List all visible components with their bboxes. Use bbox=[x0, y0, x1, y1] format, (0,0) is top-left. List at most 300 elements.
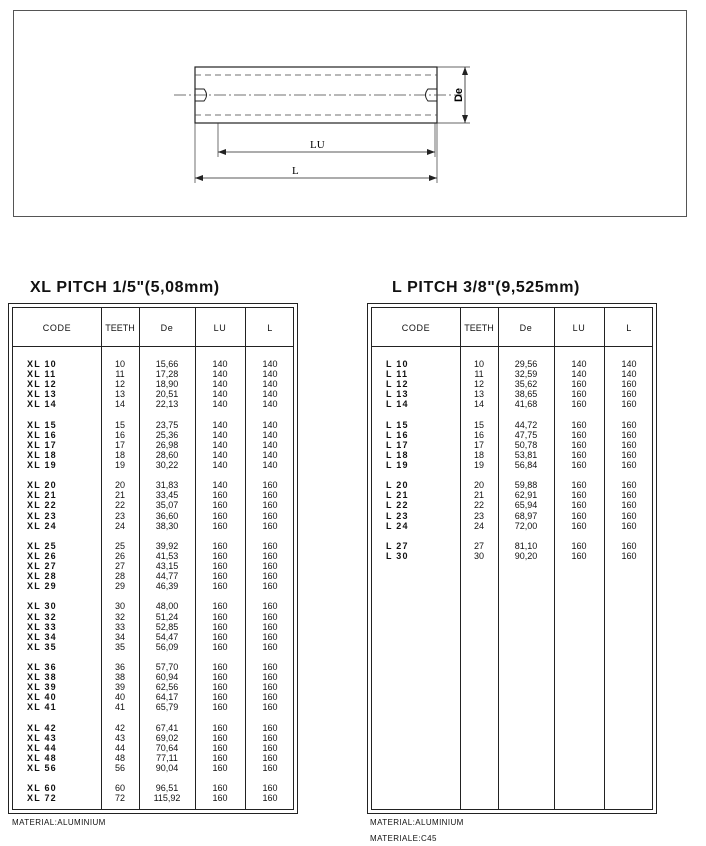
xl-cell-teeth: 36 bbox=[114, 662, 125, 672]
xl-cell-de: 20,51 bbox=[155, 389, 179, 400]
xl-cell-lu: 160 bbox=[212, 621, 228, 632]
xl-cell-l: 140 bbox=[262, 379, 278, 390]
xl-cell-teeth: 56 bbox=[114, 763, 125, 773]
xl-material-note: MATERIAL:ALUMINIUM bbox=[12, 818, 106, 827]
l-cell-de: 41,68 bbox=[514, 399, 538, 410]
xl-cell-teeth: 18 bbox=[114, 449, 125, 460]
l-cell-de: 56,84 bbox=[514, 460, 538, 470]
xl-cell-code: XL 28 bbox=[27, 571, 57, 582]
xl-cell-de: 15,66 bbox=[155, 359, 179, 369]
xl-cell-lu: 140 bbox=[212, 480, 228, 491]
xl-cell-teeth: 30 bbox=[114, 601, 125, 612]
xl-header-teeth: TEETH bbox=[105, 323, 135, 333]
xl-cell-l: 160 bbox=[262, 793, 278, 804]
l-cell-de: 72,00 bbox=[514, 520, 538, 531]
xl-cell-de: 65,79 bbox=[155, 702, 179, 713]
xl-header-lu: LU bbox=[213, 323, 227, 333]
xl-cell-de: 25,36 bbox=[155, 429, 179, 440]
xl-cell-l: 160 bbox=[262, 601, 278, 612]
xl-cell-l: 160 bbox=[262, 763, 278, 773]
xl-cell-lu: 140 bbox=[212, 419, 228, 430]
xl-cell-l: 140 bbox=[262, 399, 278, 410]
xl-cell-l: 160 bbox=[262, 571, 278, 582]
l-cell-code: L 14 bbox=[386, 399, 409, 410]
de-dimension-label: De bbox=[453, 87, 465, 103]
l-cell-lu: 160 bbox=[571, 490, 587, 501]
xl-cell-code: XL 43 bbox=[27, 732, 57, 743]
l-cell-code: L 17 bbox=[386, 439, 409, 450]
l-cell-teeth: 23 bbox=[473, 510, 484, 521]
xl-cell-code: XL 20 bbox=[27, 480, 57, 491]
l-cell-l: 160 bbox=[621, 419, 637, 430]
xl-cell-l: 140 bbox=[262, 359, 278, 369]
l-cell-lu: 160 bbox=[571, 439, 587, 450]
xl-cell-l: 160 bbox=[262, 561, 278, 571]
de-arrow-bottom bbox=[462, 115, 468, 123]
xl-cell-l: 160 bbox=[262, 550, 278, 561]
l-cell-code: L 13 bbox=[386, 389, 409, 400]
l-cell-de: 59,88 bbox=[514, 480, 538, 491]
l-cell-l: 160 bbox=[621, 439, 637, 450]
l-cell-de: 32,59 bbox=[514, 369, 538, 380]
xl-cell-lu: 160 bbox=[212, 742, 228, 753]
l-cell-teeth: 30 bbox=[473, 550, 484, 561]
l-cell-code: L 21 bbox=[386, 490, 409, 501]
xl-cell-l: 160 bbox=[262, 611, 278, 622]
xl-cell-l: 160 bbox=[262, 520, 278, 531]
l-cell-lu: 160 bbox=[571, 550, 587, 561]
l-cell-teeth: 20 bbox=[473, 480, 484, 491]
xl-cell-de: 46,39 bbox=[155, 581, 179, 592]
xl-cell-lu: 160 bbox=[212, 752, 228, 763]
l-header-code: CODE bbox=[401, 323, 431, 333]
l-cell-teeth: 21 bbox=[473, 490, 484, 501]
xl-cell-l: 160 bbox=[262, 732, 278, 743]
xl-pitch-title: XL PITCH 1/5"(5,08mm) bbox=[30, 279, 220, 296]
pulley-bar-drawing bbox=[14, 11, 688, 218]
xl-cell-lu: 160 bbox=[212, 682, 228, 693]
l-cell-code: L 23 bbox=[386, 510, 409, 521]
l-cell-de: 81,10 bbox=[514, 540, 538, 551]
xl-cell-de: 28,60 bbox=[155, 449, 179, 460]
l-header-de: De bbox=[519, 323, 533, 333]
xl-cell-code: XL 13 bbox=[27, 389, 57, 400]
l-material-note-c45: MATERIALE:C45 bbox=[370, 834, 437, 843]
xl-cell-de: 35,07 bbox=[155, 500, 179, 511]
l-pitch-title: L PITCH 3/8"(9,525mm) bbox=[392, 279, 580, 296]
xl-cell-teeth: 35 bbox=[114, 641, 125, 652]
xl-cell-lu: 140 bbox=[212, 389, 228, 400]
xl-cell-l: 140 bbox=[262, 389, 278, 400]
xl-cell-de: 41,53 bbox=[155, 550, 179, 561]
xl-cell-teeth: 25 bbox=[114, 540, 125, 551]
xl-header-code: CODE bbox=[42, 323, 72, 333]
xl-cell-l: 160 bbox=[262, 682, 278, 693]
xl-cell-lu: 160 bbox=[212, 641, 228, 652]
xl-cell-l: 160 bbox=[262, 692, 278, 703]
l-cell-de: 29,56 bbox=[514, 359, 538, 369]
xl-cell-l: 140 bbox=[262, 439, 278, 450]
l-cell-l: 160 bbox=[621, 490, 637, 501]
l-cell-de: 35,62 bbox=[514, 379, 538, 390]
l-cell-lu: 160 bbox=[571, 419, 587, 430]
xl-table-inner-frame bbox=[12, 307, 294, 810]
l-cell-l: 160 bbox=[621, 389, 637, 400]
xl-cell-de: 48,00 bbox=[155, 601, 179, 612]
l-header-divider bbox=[372, 346, 652, 347]
xl-cell-lu: 160 bbox=[212, 631, 228, 642]
xl-cell-l: 160 bbox=[262, 783, 278, 794]
xl-cell-l: 160 bbox=[262, 581, 278, 592]
xl-cell-lu: 160 bbox=[212, 732, 228, 743]
l-cell-l: 140 bbox=[621, 359, 637, 369]
l-cell-teeth: 18 bbox=[473, 449, 484, 460]
xl-cell-l: 160 bbox=[262, 672, 278, 683]
l-cell-lu: 160 bbox=[571, 520, 587, 531]
l-cell-code: L 11 bbox=[386, 369, 409, 380]
l-cell-l: 160 bbox=[621, 429, 637, 440]
xl-cell-code: XL 16 bbox=[27, 429, 57, 440]
xl-cell-de: 39,92 bbox=[155, 540, 179, 551]
l-cell-teeth: 12 bbox=[473, 379, 484, 390]
l-cell-teeth: 24 bbox=[473, 520, 484, 531]
l-table-inner-frame bbox=[371, 307, 653, 810]
l-cell-code: L 24 bbox=[386, 520, 409, 531]
xl-cell-lu: 160 bbox=[212, 692, 228, 703]
xl-cell-teeth: 15 bbox=[114, 419, 125, 430]
xl-cell-lu: 140 bbox=[212, 460, 228, 470]
l-dimension-label: L bbox=[292, 165, 299, 177]
l-cell-teeth: 17 bbox=[473, 439, 484, 450]
xl-cell-de: 69,02 bbox=[155, 732, 179, 743]
xl-cell-code: XL 19 bbox=[27, 460, 57, 470]
l-cell-lu: 160 bbox=[571, 500, 587, 511]
xl-cell-code: XL 25 bbox=[27, 540, 57, 551]
xl-cell-lu: 140 bbox=[212, 369, 228, 380]
xl-cell-l: 160 bbox=[262, 510, 278, 521]
l-cell-lu: 160 bbox=[571, 429, 587, 440]
de-arrow-top bbox=[462, 67, 468, 75]
xl-cell-lu: 160 bbox=[212, 500, 228, 511]
xl-cell-l: 160 bbox=[262, 641, 278, 652]
xl-cell-l: 140 bbox=[262, 429, 278, 440]
xl-cell-de: 22,13 bbox=[155, 399, 179, 410]
xl-cell-de: 36,60 bbox=[155, 510, 179, 521]
xl-cell-lu: 140 bbox=[212, 439, 228, 450]
xl-cell-code: XL 42 bbox=[27, 722, 57, 733]
xl-cell-code: XL 38 bbox=[27, 672, 57, 683]
xl-cell-l: 160 bbox=[262, 540, 278, 551]
xl-cell-de: 30,22 bbox=[155, 460, 179, 470]
xl-cell-de: 115,92 bbox=[153, 793, 181, 804]
xl-cell-code: XL 33 bbox=[27, 621, 57, 632]
xl-cell-lu: 160 bbox=[212, 601, 228, 612]
l-cell-teeth: 11 bbox=[474, 369, 484, 380]
l-cell-lu: 160 bbox=[571, 389, 587, 400]
xl-cell-l: 160 bbox=[262, 702, 278, 713]
xl-cell-code: XL 11 bbox=[27, 369, 57, 380]
xl-cell-teeth: 10 bbox=[114, 359, 125, 369]
xl-cell-teeth: 20 bbox=[114, 480, 125, 491]
xl-cell-teeth: 16 bbox=[114, 429, 125, 440]
l-header-lu: LU bbox=[572, 323, 586, 333]
xl-cell-code: XL 15 bbox=[27, 419, 57, 430]
xl-cell-code: XL 26 bbox=[27, 550, 57, 561]
l-cell-de: 62,91 bbox=[514, 490, 538, 501]
xl-cell-teeth: 26 bbox=[114, 550, 125, 561]
xl-cell-l: 140 bbox=[262, 460, 278, 470]
l-cell-l: 140 bbox=[621, 369, 637, 380]
l-cell-lu: 160 bbox=[571, 449, 587, 460]
xl-cell-code: XL 23 bbox=[27, 510, 57, 521]
xl-cell-teeth: 29 bbox=[114, 581, 125, 592]
l-cell-teeth: 22 bbox=[473, 500, 484, 511]
l-cell-teeth: 27 bbox=[473, 540, 484, 551]
xl-cell-lu: 160 bbox=[212, 571, 228, 582]
xl-cell-lu: 160 bbox=[212, 550, 228, 561]
l-cell-code: L 20 bbox=[386, 480, 409, 491]
l-header-teeth: TEETH bbox=[464, 323, 494, 333]
l-cell-l: 160 bbox=[621, 520, 637, 531]
xl-cell-teeth: 44 bbox=[114, 742, 125, 753]
l-cell-de: 50,78 bbox=[514, 439, 538, 450]
xl-cell-teeth: 72 bbox=[114, 793, 125, 804]
lu-arrow-right bbox=[427, 149, 435, 155]
xl-cell-l: 160 bbox=[262, 480, 278, 491]
xl-cell-teeth: 19 bbox=[114, 460, 125, 470]
xl-cell-teeth: 43 bbox=[114, 732, 125, 743]
xl-cell-code: XL 18 bbox=[27, 449, 57, 460]
xl-header-l: L bbox=[267, 323, 273, 333]
xl-cell-de: 38,30 bbox=[155, 520, 179, 531]
xl-cell-teeth: 11 bbox=[115, 369, 125, 380]
l-cell-de: 47,75 bbox=[514, 429, 538, 440]
l-cell-code: L 10 bbox=[386, 359, 409, 369]
xl-cell-lu: 140 bbox=[212, 399, 228, 410]
xl-header-divider bbox=[13, 346, 293, 347]
xl-cell-teeth: 17 bbox=[114, 439, 125, 450]
xl-cell-de: 54,47 bbox=[155, 631, 179, 642]
xl-cell-teeth: 28 bbox=[114, 571, 125, 582]
xl-cell-l: 160 bbox=[262, 752, 278, 763]
xl-cell-l: 160 bbox=[262, 742, 278, 753]
l-cell-de: 65,94 bbox=[514, 500, 538, 511]
xl-cell-lu: 160 bbox=[212, 672, 228, 683]
l-header-l: L bbox=[626, 323, 632, 333]
xl-cell-l: 140 bbox=[262, 449, 278, 460]
xl-cell-lu: 140 bbox=[212, 429, 228, 440]
xl-cell-de: 96,51 bbox=[155, 783, 179, 794]
xl-cell-l: 140 bbox=[262, 369, 278, 380]
xl-cell-teeth: 14 bbox=[114, 399, 125, 410]
l-cell-teeth: 14 bbox=[473, 399, 484, 410]
xl-cell-teeth: 21 bbox=[114, 490, 125, 501]
l-cell-lu: 160 bbox=[571, 399, 587, 410]
xl-cell-code: XL 27 bbox=[27, 561, 57, 571]
xl-cell-de: 57,70 bbox=[155, 662, 179, 672]
l-cell-code: L 30 bbox=[386, 550, 409, 561]
l-cell-de: 90,20 bbox=[514, 550, 538, 561]
xl-cell-de: 56,09 bbox=[155, 641, 179, 652]
xl-cell-de: 67,41 bbox=[155, 722, 179, 733]
xl-cell-teeth: 27 bbox=[114, 561, 125, 571]
xl-cell-code: XL 21 bbox=[27, 490, 57, 501]
xl-cell-code: XL 32 bbox=[27, 611, 57, 622]
xl-cell-code: XL 56 bbox=[27, 763, 57, 773]
xl-cell-lu: 160 bbox=[212, 611, 228, 622]
xl-cell-code: XL 22 bbox=[27, 500, 57, 511]
xl-cell-de: 62,56 bbox=[155, 682, 179, 693]
xl-cell-lu: 160 bbox=[212, 510, 228, 521]
xl-cell-de: 26,98 bbox=[155, 439, 179, 450]
xl-cell-de: 51,24 bbox=[155, 611, 179, 622]
xl-cell-lu: 160 bbox=[212, 722, 228, 733]
xl-cell-lu: 140 bbox=[212, 359, 228, 369]
xl-cell-code: XL 10 bbox=[27, 359, 57, 369]
xl-cell-lu: 160 bbox=[212, 540, 228, 551]
xl-cell-teeth: 40 bbox=[114, 692, 125, 703]
xl-cell-lu: 160 bbox=[212, 490, 228, 501]
l-cell-l: 160 bbox=[621, 510, 637, 521]
xl-cell-teeth: 22 bbox=[114, 500, 125, 511]
xl-cell-code: XL 29 bbox=[27, 581, 57, 592]
l-arrow-left bbox=[195, 175, 203, 181]
l-cell-lu: 140 bbox=[571, 359, 587, 369]
xl-cell-code: XL 35 bbox=[27, 641, 57, 652]
l-cell-code: L 12 bbox=[386, 379, 409, 390]
xl-cell-teeth: 42 bbox=[114, 722, 125, 733]
technical-drawing-frame bbox=[13, 10, 687, 217]
xl-cell-de: 43,15 bbox=[155, 561, 179, 571]
xl-cell-teeth: 48 bbox=[114, 752, 125, 763]
l-cell-code: L 16 bbox=[386, 429, 409, 440]
xl-cell-teeth: 13 bbox=[114, 389, 125, 400]
l-cell-teeth: 13 bbox=[473, 389, 484, 400]
l-cell-l: 160 bbox=[621, 500, 637, 511]
l-cell-l: 160 bbox=[621, 379, 637, 390]
xl-cell-code: XL 17 bbox=[27, 439, 57, 450]
l-cell-l: 160 bbox=[621, 540, 637, 551]
l-cell-code: L 18 bbox=[386, 449, 409, 460]
l-cell-l: 160 bbox=[621, 480, 637, 491]
xl-cell-code: XL 36 bbox=[27, 662, 57, 672]
xl-cell-code: XL 60 bbox=[27, 783, 57, 794]
l-cell-lu: 160 bbox=[571, 480, 587, 491]
lu-arrow-left bbox=[218, 149, 226, 155]
xl-cell-lu: 160 bbox=[212, 793, 228, 804]
lu-dimension-label: LU bbox=[310, 139, 325, 151]
xl-cell-de: 64,17 bbox=[155, 692, 179, 703]
xl-cell-lu: 160 bbox=[212, 581, 228, 592]
l-cell-de: 44,72 bbox=[514, 419, 538, 430]
xl-cell-de: 31,83 bbox=[155, 480, 179, 491]
xl-cell-code: XL 72 bbox=[27, 793, 57, 804]
xl-cell-teeth: 12 bbox=[114, 379, 125, 390]
xl-cell-lu: 160 bbox=[212, 783, 228, 794]
xl-cell-lu: 140 bbox=[212, 449, 228, 460]
xl-cell-de: 70,64 bbox=[155, 742, 179, 753]
xl-cell-l: 160 bbox=[262, 722, 278, 733]
xl-cell-de: 90,04 bbox=[155, 763, 179, 773]
l-cell-l: 160 bbox=[621, 449, 637, 460]
xl-cell-teeth: 32 bbox=[114, 611, 125, 622]
l-cell-lu: 160 bbox=[571, 540, 587, 551]
xl-cell-de: 17,28 bbox=[155, 369, 179, 380]
l-cell-de: 38,65 bbox=[514, 389, 538, 400]
xl-cell-l: 160 bbox=[262, 662, 278, 672]
l-cell-l: 160 bbox=[621, 550, 637, 561]
xl-cell-code: XL 14 bbox=[27, 399, 57, 410]
xl-cell-teeth: 33 bbox=[114, 621, 125, 632]
xl-cell-de: 52,85 bbox=[155, 621, 179, 632]
xl-cell-l: 160 bbox=[262, 631, 278, 642]
xl-cell-lu: 160 bbox=[212, 561, 228, 571]
xl-cell-code: XL 24 bbox=[27, 520, 57, 531]
xl-cell-teeth: 34 bbox=[114, 631, 125, 642]
l-cell-code: L 15 bbox=[386, 419, 409, 430]
l-cell-teeth: 19 bbox=[473, 460, 484, 470]
xl-header-de: De bbox=[160, 323, 174, 333]
l-cell-teeth: 16 bbox=[473, 429, 484, 440]
xl-cell-lu: 160 bbox=[212, 520, 228, 531]
l-cell-de: 68,97 bbox=[514, 510, 538, 521]
l-cell-l: 160 bbox=[621, 399, 637, 410]
xl-cell-teeth: 38 bbox=[114, 672, 125, 683]
l-cell-code: L 22 bbox=[386, 500, 409, 511]
xl-cell-lu: 160 bbox=[212, 763, 228, 773]
l-cell-lu: 160 bbox=[571, 510, 587, 521]
l-cell-l: 160 bbox=[621, 460, 637, 470]
xl-cell-code: XL 44 bbox=[27, 742, 57, 753]
l-cell-lu: 160 bbox=[571, 460, 587, 470]
xl-cell-teeth: 41 bbox=[114, 702, 125, 713]
xl-cell-code: XL 30 bbox=[27, 601, 57, 612]
xl-cell-teeth: 60 bbox=[114, 783, 125, 794]
xl-cell-de: 23,75 bbox=[155, 419, 179, 430]
xl-cell-lu: 160 bbox=[212, 662, 228, 672]
l-cell-code: L 27 bbox=[386, 540, 409, 551]
xl-cell-l: 160 bbox=[262, 500, 278, 511]
xl-cell-teeth: 39 bbox=[114, 682, 125, 693]
xl-cell-lu: 140 bbox=[212, 379, 228, 390]
xl-cell-code: XL 12 bbox=[27, 379, 57, 390]
xl-cell-l: 160 bbox=[262, 490, 278, 501]
xl-cell-l: 160 bbox=[262, 621, 278, 632]
l-cell-de: 53,81 bbox=[514, 449, 538, 460]
xl-cell-l: 140 bbox=[262, 419, 278, 430]
xl-cell-de: 18,90 bbox=[155, 379, 179, 390]
xl-cell-code: XL 40 bbox=[27, 692, 57, 703]
l-cell-teeth: 10 bbox=[473, 359, 484, 369]
xl-cell-de: 33,45 bbox=[155, 490, 179, 501]
l-arrow-right bbox=[429, 175, 437, 181]
xl-cell-lu: 160 bbox=[212, 702, 228, 713]
xl-cell-de: 60,94 bbox=[155, 672, 179, 683]
xl-cell-teeth: 24 bbox=[114, 520, 125, 531]
xl-cell-code: XL 48 bbox=[27, 752, 57, 763]
xl-cell-de: 44,77 bbox=[155, 571, 179, 582]
l-cell-teeth: 15 bbox=[473, 419, 484, 430]
xl-pitch-table bbox=[8, 303, 298, 814]
xl-cell-de: 77,11 bbox=[156, 752, 178, 763]
xl-cell-teeth: 23 bbox=[114, 510, 125, 521]
l-cell-lu: 160 bbox=[571, 379, 587, 390]
xl-cell-code: XL 34 bbox=[27, 631, 57, 642]
l-cell-code: L 19 bbox=[386, 460, 409, 470]
l-material-note: MATERIAL:ALUMINIUM bbox=[370, 818, 464, 827]
xl-cell-code: XL 41 bbox=[27, 702, 57, 713]
l-cell-lu: 140 bbox=[571, 369, 587, 380]
